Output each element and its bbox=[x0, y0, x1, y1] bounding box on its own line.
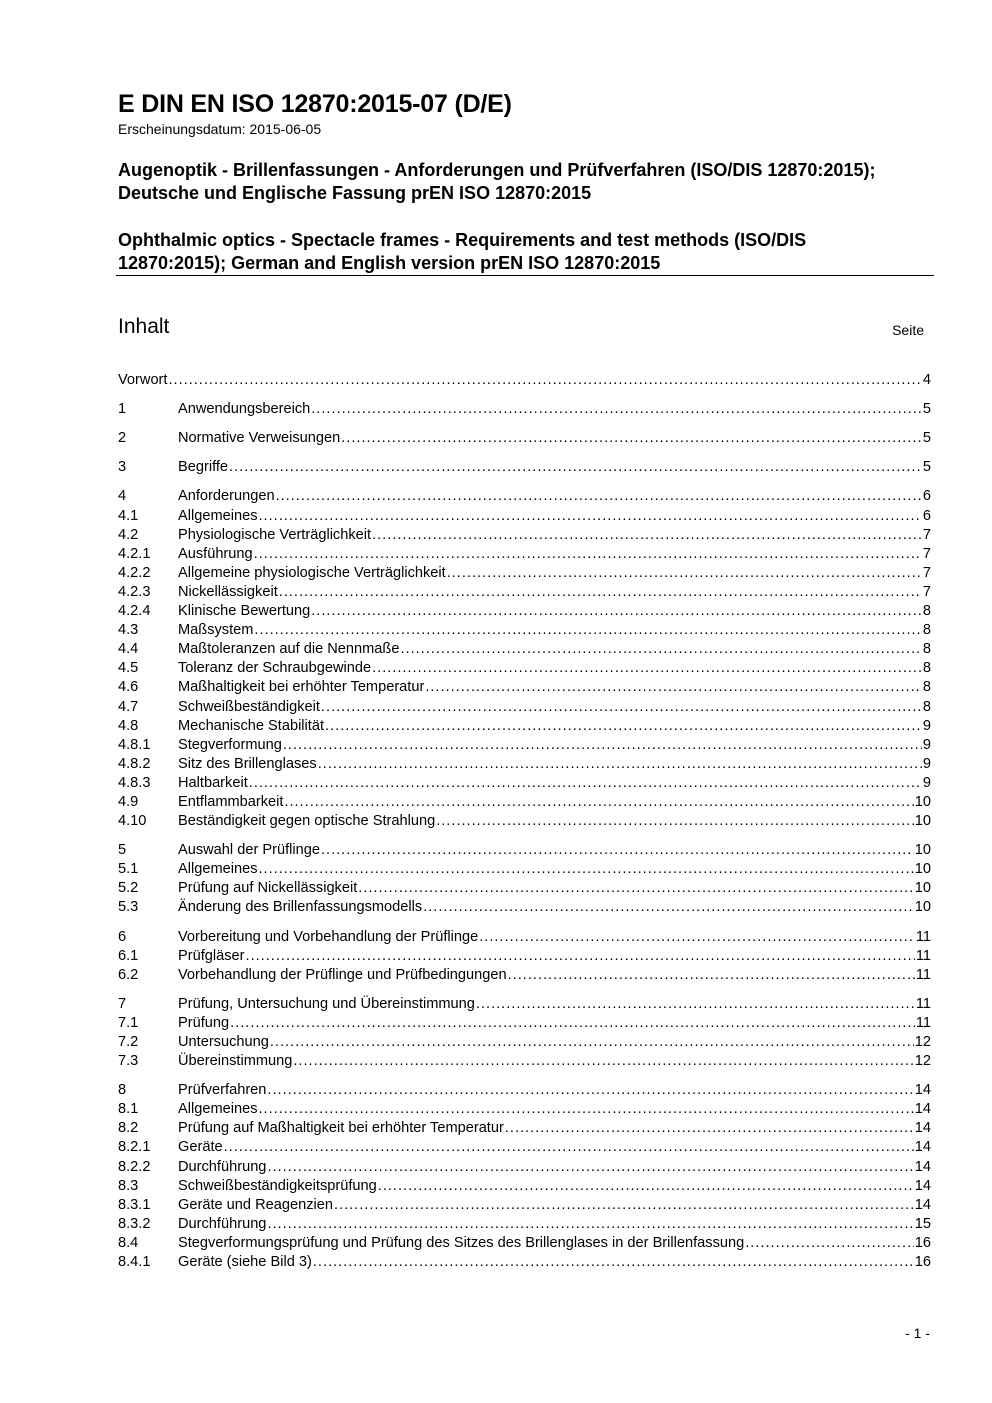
toc-entry-page: 8 bbox=[922, 660, 931, 677]
toc-entry-title: Anwendungsbereich bbox=[178, 401, 311, 418]
toc-entry[interactable] bbox=[118, 811, 931, 830]
toc-entry-number: 7.3 bbox=[118, 1053, 139, 1070]
toc-entry-number: 4.8.1 bbox=[118, 736, 151, 753]
toc-entry-page: 6 bbox=[922, 507, 931, 524]
toc-dot-leader bbox=[276, 488, 922, 505]
toc-entry-page: 16 bbox=[914, 1234, 931, 1251]
toc-entry-page: 14 bbox=[914, 1158, 931, 1175]
toc-entry-title: Maßtoleranzen auf die Nennmaße bbox=[178, 641, 400, 658]
toc-entry-number: 4.3 bbox=[118, 622, 139, 639]
toc-entry[interactable] bbox=[118, 792, 931, 811]
toc-entry-page: 12 bbox=[914, 1034, 931, 1050]
toc-entry[interactable] bbox=[118, 563, 931, 582]
toc-entry-page: 5 bbox=[922, 430, 931, 447]
toc-entry-number: 1 bbox=[118, 401, 127, 418]
toc-dot-leader bbox=[270, 1034, 914, 1051]
toc-entry-title: Klinische Bewertung bbox=[178, 603, 311, 620]
toc-entry-number: 4.2 bbox=[118, 526, 139, 543]
toc-entry-title: Untersuchung bbox=[178, 1034, 269, 1050]
toc-dot-leader bbox=[505, 1120, 914, 1137]
toc-dot-leader bbox=[378, 1178, 914, 1195]
toc-dot-leader bbox=[168, 372, 921, 389]
toc-entry-title: Schweißbeständigkeitsprüfung bbox=[178, 1177, 377, 1194]
title-german: Augenoptik - Brillenfassungen - Anforderungen und Prüfverfahren (ISO/DIS 12870:2015); Deutsche und Englische Fassung prEN ISO 12870:2015 bbox=[118, 160, 876, 203]
toc-entry-title: Sitz des Brillenglases bbox=[178, 755, 317, 772]
toc-entry-title: Geräte bbox=[178, 1139, 223, 1156]
toc-entry-number: 4.7 bbox=[118, 698, 139, 715]
toc-entry-number: 7.1 bbox=[118, 1014, 139, 1031]
toc-dot-leader bbox=[311, 401, 922, 418]
toc-dot-leader bbox=[358, 880, 914, 897]
toc-entry-title: Prüfung auf Nickellässigkeit bbox=[178, 880, 358, 897]
toc-entry-page: 7 bbox=[922, 564, 931, 581]
toc-entry-page: 10 bbox=[914, 813, 931, 830]
toc-entry-title: Durchführung bbox=[178, 1158, 267, 1175]
toc-heading: Inhalt bbox=[118, 315, 170, 338]
toc-entry-title: Prüfung bbox=[178, 1014, 230, 1031]
toc-entry[interactable] bbox=[118, 1099, 931, 1118]
toc-entry[interactable] bbox=[118, 658, 931, 677]
toc-entry-title: Geräte (siehe Bild 3) bbox=[178, 1254, 312, 1271]
toc-entry-number: 4.2.1 bbox=[118, 545, 151, 562]
toc-entry-title: Vorwort bbox=[118, 372, 168, 389]
toc-entry-page: 9 bbox=[922, 717, 931, 734]
toc-entry-page: 8 bbox=[922, 622, 931, 639]
toc-entry-page: 11 bbox=[915, 966, 931, 983]
toc-dot-leader bbox=[476, 996, 915, 1013]
toc-entry[interactable] bbox=[118, 525, 931, 544]
toc-entry-number: 5.3 bbox=[118, 899, 139, 916]
toc-dot-leader bbox=[259, 1101, 914, 1118]
toc-entry[interactable] bbox=[118, 1051, 931, 1070]
toc-entry-number: 6.2 bbox=[118, 966, 139, 983]
toc-dot-leader bbox=[293, 1053, 913, 1070]
toc-dot-leader bbox=[311, 603, 922, 620]
toc-dot-leader bbox=[284, 794, 913, 811]
toc-entry-number: 8.3.1 bbox=[118, 1196, 151, 1213]
toc-entry-page: 7 bbox=[922, 545, 931, 562]
toc-entry-title: Allgemeine physiologische Verträglichkeit bbox=[178, 564, 446, 581]
toc-entry[interactable] bbox=[118, 486, 931, 505]
toc-entry[interactable] bbox=[118, 428, 931, 447]
toc-entry[interactable] bbox=[118, 696, 931, 715]
toc-entry-number: 8.3 bbox=[118, 1177, 139, 1194]
toc-dot-leader bbox=[447, 565, 922, 582]
title-english: Ophthalmic optics - Spectacle frames - Requirements and test methods (ISO/DIS 12870:2015); German and English version prEN ISO 12870:2015 bbox=[118, 230, 807, 273]
toc-dot-leader bbox=[267, 1159, 913, 1176]
toc-entry-title: Toleranz der Schraubgewinde bbox=[178, 660, 372, 677]
toc-entry[interactable] bbox=[118, 965, 931, 984]
toc-entry[interactable] bbox=[118, 370, 931, 389]
toc-entry-number: 5.1 bbox=[118, 861, 139, 878]
toc-entry[interactable] bbox=[118, 1080, 931, 1099]
toc-entry[interactable] bbox=[118, 1195, 931, 1214]
toc-entry-number: 4.6 bbox=[118, 679, 139, 696]
toc-dot-leader bbox=[341, 430, 922, 447]
toc-entry-title: Durchführung bbox=[178, 1215, 267, 1232]
toc-entry[interactable] bbox=[118, 620, 931, 639]
toc-entry-number: 4 bbox=[118, 488, 127, 505]
toc-entry-title: Allgemeines bbox=[178, 861, 258, 878]
toc-entry-page: 10 bbox=[914, 842, 931, 859]
toc-entry-title: Vorbereitung und Vorbehandlung der Prüflinge bbox=[178, 928, 479, 945]
toc-entry-page: 16 bbox=[914, 1254, 931, 1271]
toc-entry[interactable] bbox=[118, 582, 931, 601]
toc-entry-page: 15 bbox=[914, 1215, 931, 1232]
toc-entry-page: 4 bbox=[922, 372, 931, 389]
toc-dot-leader bbox=[479, 929, 915, 946]
toc-entry[interactable] bbox=[118, 1176, 931, 1195]
toc-entry-number: 4.10 bbox=[118, 813, 147, 830]
toc-dot-leader bbox=[423, 899, 914, 916]
toc-entry-number: 7.2 bbox=[118, 1034, 139, 1050]
toc-entry-page: 12 bbox=[914, 1053, 931, 1070]
title-divider bbox=[116, 275, 934, 276]
toc-entry[interactable] bbox=[118, 878, 931, 897]
toc-entry-number: 8.2.1 bbox=[118, 1139, 151, 1156]
toc-entry[interactable] bbox=[118, 840, 931, 859]
toc-entry[interactable] bbox=[118, 1032, 931, 1051]
toc-entry-page: 10 bbox=[914, 899, 931, 916]
toc-entry-number: 4.8 bbox=[118, 717, 139, 734]
toc-entry[interactable] bbox=[118, 926, 931, 945]
toc-entry-page: 7 bbox=[922, 583, 931, 600]
toc-entry[interactable] bbox=[118, 1118, 931, 1137]
toc-entry[interactable] bbox=[118, 994, 931, 1013]
toc-entry-page: 9 bbox=[922, 774, 931, 791]
toc-entry-title: Maßsystem bbox=[178, 622, 254, 639]
toc-dot-leader bbox=[372, 527, 922, 544]
toc-entry[interactable] bbox=[118, 1137, 931, 1156]
toc-entry-title: Anforderungen bbox=[178, 488, 275, 505]
toc-entry-title: Prüfung, Untersuchung und Übereinstimmung bbox=[178, 995, 475, 1012]
toc-entry-number: 6.1 bbox=[118, 947, 139, 964]
toc-entry-page: 9 bbox=[922, 736, 931, 753]
toc-dot-leader bbox=[372, 660, 922, 677]
toc-entry-number: 4.2.4 bbox=[118, 603, 151, 620]
toc-entry[interactable] bbox=[118, 1233, 931, 1252]
toc-entry-number: 4.8.3 bbox=[118, 774, 151, 791]
toc-entry-number: 8.4.1 bbox=[118, 1254, 151, 1271]
toc-entry-title: Prüfung auf Maßhaltigkeit bei erhöhter Temperatur bbox=[178, 1120, 504, 1137]
toc-dot-leader bbox=[254, 546, 922, 563]
toc-entry[interactable] bbox=[118, 639, 931, 658]
toc-entry[interactable] bbox=[118, 1214, 931, 1233]
toc-entry-page: 11 bbox=[915, 1014, 931, 1031]
toc-dot-leader bbox=[400, 641, 921, 658]
toc-entry-title: Ausführung bbox=[178, 545, 253, 562]
toc-entry-page: 5 bbox=[922, 459, 931, 476]
toc-entry-page: 5 bbox=[922, 401, 931, 418]
toc-entry-number: 4.9 bbox=[118, 793, 139, 810]
toc-entry-number: 8.4 bbox=[118, 1234, 139, 1251]
toc-dot-leader bbox=[745, 1235, 914, 1252]
toc-entry[interactable] bbox=[118, 457, 931, 476]
toc-entry-page: 14 bbox=[914, 1120, 931, 1137]
toc-dot-leader bbox=[283, 737, 922, 754]
toc-entry-title: Prüfgläser bbox=[178, 947, 245, 964]
toc-dot-leader bbox=[325, 718, 922, 735]
toc-entry-number: 8.3.2 bbox=[118, 1215, 151, 1232]
toc-entry[interactable] bbox=[118, 754, 931, 773]
toc-entry[interactable] bbox=[118, 601, 931, 620]
toc-entry[interactable] bbox=[118, 1252, 931, 1271]
toc-dot-leader bbox=[508, 967, 915, 984]
toc-entry-page: 14 bbox=[914, 1082, 931, 1099]
toc-dot-leader bbox=[321, 842, 914, 859]
toc-entry-page: 6 bbox=[922, 488, 931, 505]
toc-entry-title: Normative Verweisungen bbox=[178, 430, 341, 447]
toc-entry-title: Allgemeines bbox=[178, 507, 258, 524]
toc-entry-title: Haltbarkeit bbox=[178, 774, 248, 791]
toc-dot-leader bbox=[224, 1139, 914, 1156]
toc-entry-number: 4.8.2 bbox=[118, 755, 151, 772]
toc-dot-leader bbox=[267, 1216, 913, 1233]
toc-entry-number: 8.2.2 bbox=[118, 1158, 151, 1175]
toc-entry-page: 14 bbox=[914, 1196, 931, 1213]
toc-entry-number: 8.2 bbox=[118, 1120, 139, 1137]
toc-entry-page: 10 bbox=[914, 793, 931, 810]
toc-entry-page: 10 bbox=[914, 880, 931, 897]
toc-dot-leader bbox=[246, 948, 915, 965]
publication-date: Erscheinungsdatum: 2015-06-05 bbox=[118, 121, 322, 137]
toc-entry-title: Entflammbarkeit bbox=[178, 793, 284, 810]
toc-entry-number: 3 bbox=[118, 459, 127, 476]
toc-entry-page: 14 bbox=[914, 1139, 931, 1156]
toc-entry-title: Beständigkeit gegen optische Strahlung bbox=[178, 813, 436, 830]
toc-entry-number: 4.2.2 bbox=[118, 564, 151, 581]
toc-entry-number: 2 bbox=[118, 430, 127, 447]
toc-entry[interactable] bbox=[118, 505, 931, 524]
toc-entry-number: 6 bbox=[118, 928, 127, 945]
toc-dot-leader bbox=[259, 861, 914, 878]
toc-entry-title: Stegverformungsprüfung und Prüfung des Sitzes des Brillenglases in der Brillenfassung bbox=[178, 1234, 745, 1251]
toc-entry-page: 11 bbox=[915, 995, 931, 1012]
toc-dot-leader bbox=[313, 1254, 914, 1271]
toc-entry-title: Allgemeines bbox=[178, 1101, 258, 1118]
toc-entry-title: Schweißbeständigkeit bbox=[178, 698, 320, 715]
toc-dot-leader bbox=[425, 679, 922, 696]
toc-entry-title: Maßhaltigkeit bei erhöhter Temperatur bbox=[178, 679, 425, 696]
toc-entry-title: Geräte und Reagenzien bbox=[178, 1196, 333, 1213]
toc-dot-leader bbox=[249, 775, 922, 792]
toc-entry-number: 7 bbox=[118, 995, 127, 1012]
toc-entry[interactable] bbox=[118, 1013, 931, 1032]
toc-entry-page: 7 bbox=[922, 526, 931, 543]
toc-dot-leader bbox=[259, 508, 922, 525]
toc-entry[interactable] bbox=[118, 946, 931, 965]
toc-dot-leader bbox=[279, 584, 922, 601]
toc-entry-title: Begriffe bbox=[178, 459, 229, 476]
document-id: E DIN EN ISO 12870:2015-07 (D/E) bbox=[118, 90, 512, 118]
toc-entry[interactable] bbox=[118, 399, 931, 418]
toc-entry-title: Prüfverfahren bbox=[178, 1082, 267, 1099]
toc-entry[interactable] bbox=[118, 773, 931, 792]
toc-entry-number: 4.4 bbox=[118, 641, 139, 658]
toc-entry-number: 4.2.3 bbox=[118, 583, 151, 600]
toc-dot-leader bbox=[254, 622, 921, 639]
toc-dot-leader bbox=[318, 756, 922, 773]
toc-entry-number: 4.1 bbox=[118, 507, 139, 524]
toc-dot-leader bbox=[230, 1015, 915, 1032]
table-of-contents bbox=[118, 370, 931, 1271]
toc-page-label: Seite bbox=[892, 322, 924, 338]
toc-entry-page: 11 bbox=[915, 947, 931, 964]
toc-entry[interactable] bbox=[118, 859, 931, 878]
toc-entry-title: Mechanische Stabilität bbox=[178, 717, 325, 734]
toc-entry-title: Vorbehandlung der Prüflinge und Prüfbedingungen bbox=[178, 966, 507, 983]
toc-dot-leader bbox=[321, 699, 922, 716]
toc-entry[interactable] bbox=[118, 677, 931, 696]
toc-entry[interactable] bbox=[118, 716, 931, 735]
toc-entry-number: 8 bbox=[118, 1082, 127, 1099]
toc-entry-page: 8 bbox=[922, 698, 931, 715]
toc-entry[interactable] bbox=[118, 544, 931, 563]
toc-entry-page: 9 bbox=[922, 755, 931, 772]
toc-dot-leader bbox=[229, 459, 922, 476]
toc-entry-title: Änderung des Brillenfassungsmodells bbox=[178, 899, 423, 916]
toc-dot-leader bbox=[436, 813, 914, 830]
toc-entry-title: Auswahl der Prüflinge bbox=[178, 842, 320, 859]
toc-entry-title: Nickellässigkeit bbox=[178, 583, 278, 600]
page-number: - 1 - bbox=[905, 1325, 930, 1341]
toc-entry-number: 8.1 bbox=[118, 1101, 139, 1118]
toc-entry[interactable] bbox=[118, 735, 931, 754]
toc-entry-page: 8 bbox=[922, 641, 931, 658]
toc-entry[interactable] bbox=[118, 897, 931, 916]
toc-entry-number: 5.2 bbox=[118, 880, 139, 897]
toc-dot-leader bbox=[267, 1082, 913, 1099]
toc-entry-title: Stegverformung bbox=[178, 736, 282, 753]
toc-entry-page: 14 bbox=[914, 1101, 931, 1118]
toc-entry-title: Physiologische Verträglichkeit bbox=[178, 526, 372, 543]
toc-entry-page: 10 bbox=[914, 861, 931, 878]
toc-entry-page: 14 bbox=[914, 1177, 931, 1194]
toc-entry-title: Übereinstimmung bbox=[178, 1053, 293, 1070]
toc-entry-page: 8 bbox=[922, 679, 931, 696]
toc-entry-page: 11 bbox=[915, 928, 931, 945]
toc-entry-number: 4.5 bbox=[118, 660, 139, 677]
toc-entry-page: 8 bbox=[922, 603, 931, 620]
toc-entry-number: 5 bbox=[118, 842, 127, 859]
toc-entry[interactable] bbox=[118, 1156, 931, 1175]
toc-dot-leader bbox=[334, 1197, 914, 1214]
